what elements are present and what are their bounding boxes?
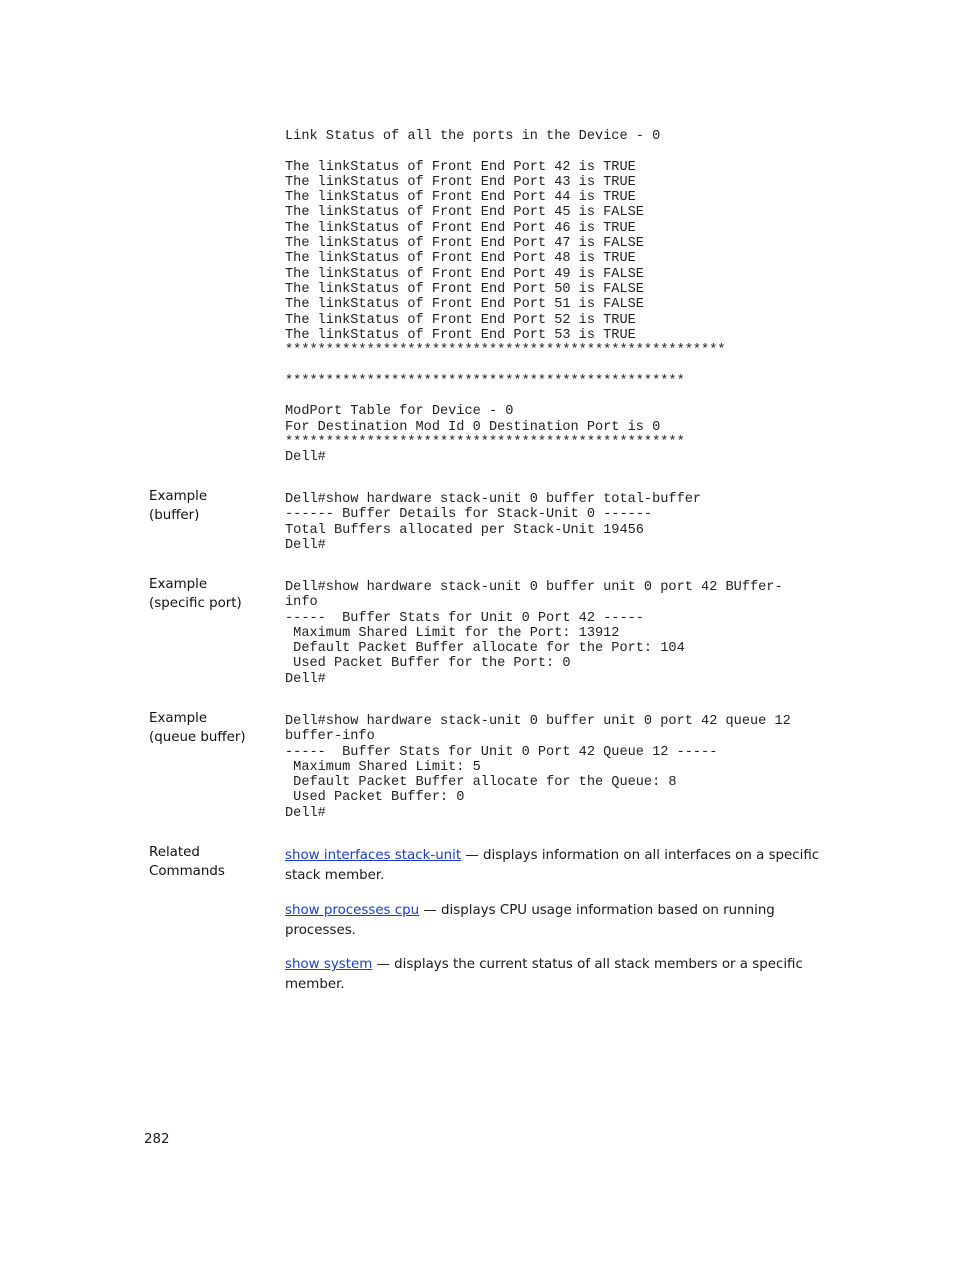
example-specific-port-code: Dell#show hardware stack-unit 0 buffer unit 0 port 42 BUffer- info ----- Buffer Stats for Unit 0 Port 42 ----- Maximum Shared Limit for the Port: 13912 Default Packet Buffer allocate for the Port: 104 Used Packet Buffer for the Port: 0 Dell#: [285, 580, 783, 687]
example-specific-port-label: Example (specific port): [149, 577, 242, 611]
related-item-description: — displays CPU usage information based on running processes.: [285, 903, 775, 938]
example-buffer-label: Example (buffer): [149, 489, 208, 523]
show-interfaces-stack-unit-link[interactable]: show interfaces stack-unit: [285, 848, 462, 863]
example-buffer-code: Dell#show hardware stack-unit 0 buffer total-buffer ------ Buffer Details for Stack-Unit 0 ------ Total Buffers allocated per Stack-Unit 19456 Dell#: [285, 492, 702, 553]
related-item-description: — displays information on all interfaces on a specific stack member.: [285, 848, 820, 883]
related-commands-label: Related Commands: [149, 845, 225, 879]
related-item-show-processes-cpu: [285, 901, 830, 940]
related-item-show-interfaces-stack-unit: [285, 846, 830, 885]
related-item-description: — displays the current status of all stack members or a specific member.: [285, 957, 803, 992]
related-item-show-system: [285, 955, 830, 994]
link-status-output: Link Status of all the ports in the Device - 0 The linkStatus of Front End Port 42 is TRUE The linkStatus of Front End Port 43 is TRUE The linkStatus of Front End Port 44 is TRUE The linkStatus of Front End Port 45 is FALSE The linkStatus of Front End Port 46 is TRUE The linkStatus of Front End Port 47 is FALSE The linkStatus of Front End Port 48 is TRUE The linkStatus of Front End Port 49 is FALSE The linkStatus of Front End Port 50 is FALSE The linkStatus of Front End Port 51 is FALSE The linkStatus of Front End Port 52 is TRUE The linkStatus of Front End Port 53 is TRUE ****************************************************** ************************************************* ModPort Table for Device - 0 For Destination Mod Id 0 Destination Port is 0 ************************************************* Dell#: [285, 129, 726, 466]
show-system-link[interactable]: show system: [285, 957, 373, 972]
example-queue-buffer-code: Dell#show hardware stack-unit 0 buffer unit 0 port 42 queue 12 buffer-info ----- Buffer Stats for Unit 0 Port 42 Queue 12 ----- Maximum Shared Limit: 5 Default Packet Buffer allocate for the Queue: 8 Used Packet Buffer: 0 Dell#: [285, 714, 791, 821]
page-number: 282: [144, 1132, 170, 1147]
show-processes-cpu-link[interactable]: show processes cpu: [285, 903, 420, 918]
example-queue-buffer-label: Example (queue buffer): [149, 711, 246, 745]
